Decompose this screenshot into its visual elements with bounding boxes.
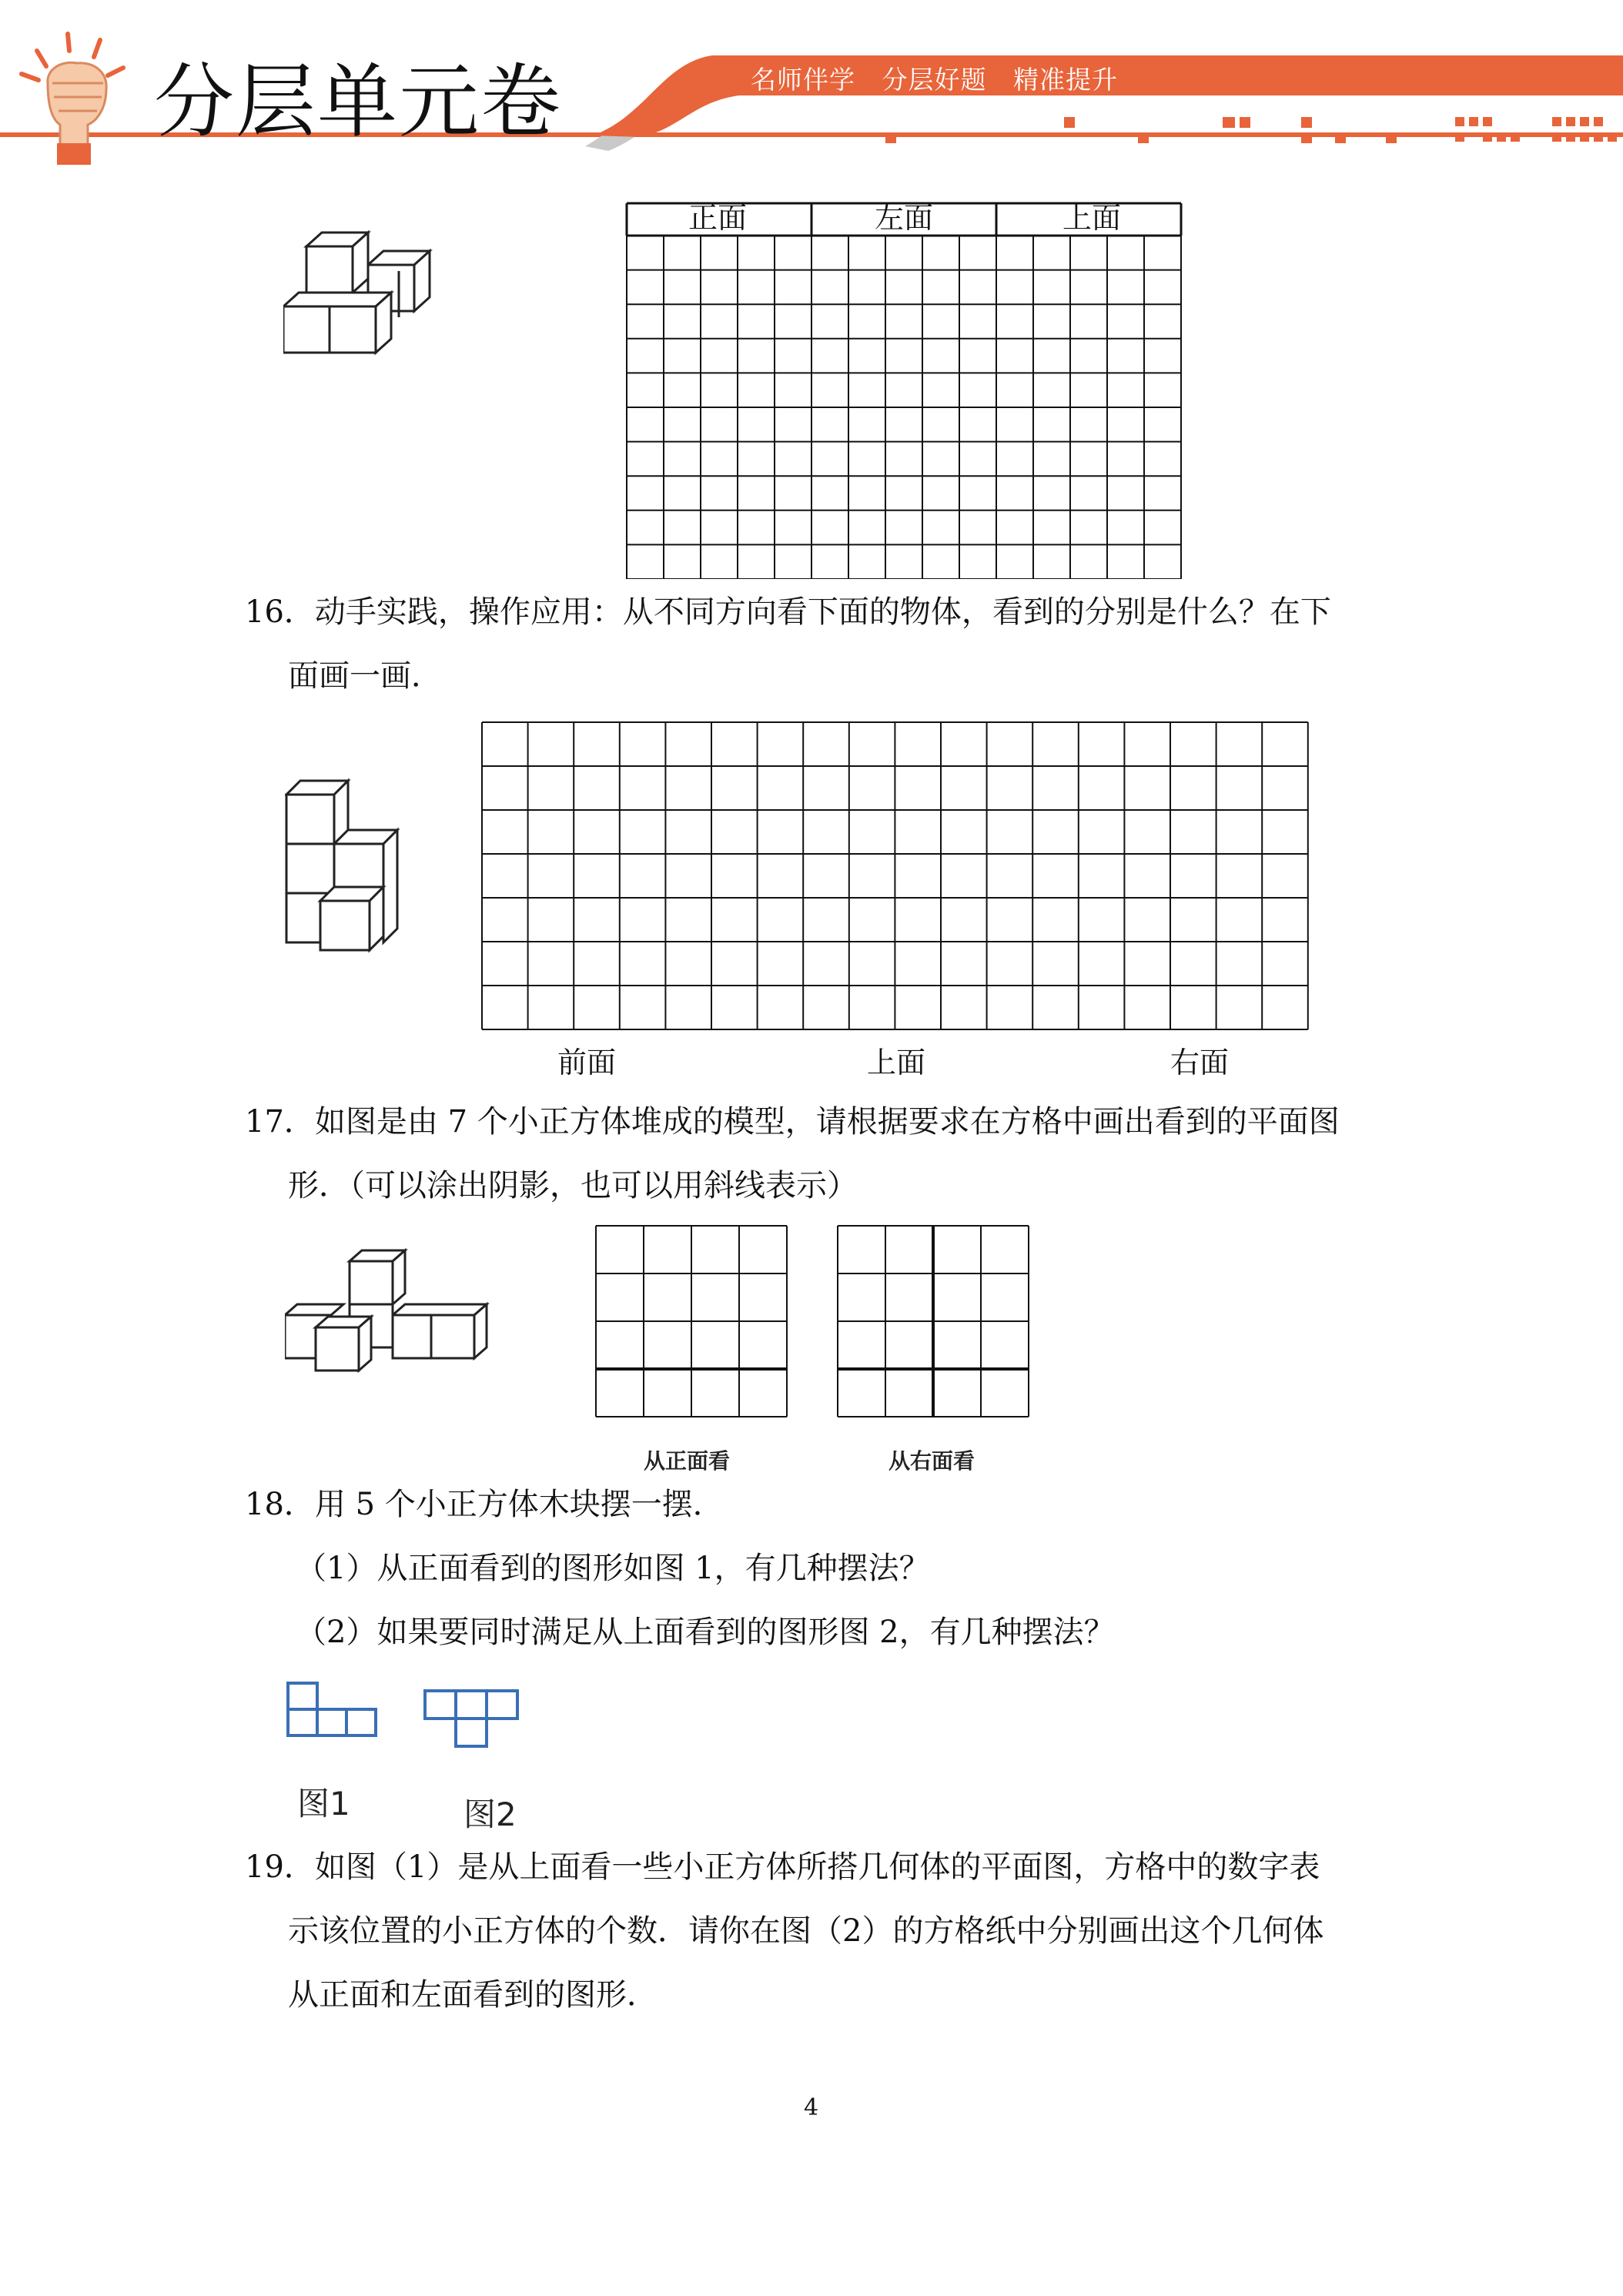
q19-text-line1: 19．如图（1）是从上面看一些小正方体所搭几何体的平面图，方格中的数字表 [245, 1849, 1320, 1885]
banner-slogan: 名师伴学 分层好题 精准提升 [751, 65, 1118, 95]
q17-text-line2: 形．（可以涂出阴影，也可以用斜线表示） [288, 1168, 858, 1203]
q15-label-front: 正面 [688, 201, 748, 235]
q17-front-view-grid [594, 1224, 791, 1421]
q16-label-right: 右面 [1170, 1046, 1230, 1079]
q18-figure2 [422, 1688, 522, 1757]
page-header [0, 0, 1623, 169]
page-number: 4 [804, 2094, 819, 2121]
q17-cube-figure [285, 1244, 493, 1383]
q16-text-line1: 16．动手实践，操作应用：从不同方向看下面的物体，看到的分别是什么？在下 [245, 594, 1331, 630]
q16-cube-figure [285, 778, 416, 970]
q18-fig1-caption: 图1 [297, 1785, 350, 1822]
fist-logo-icon [8, 29, 139, 168]
q18-fig2-caption: 图2 [463, 1796, 517, 1833]
q17-caption-right: 从右面看 [888, 1448, 975, 1474]
q15-drawing-grid [624, 202, 1187, 579]
q18-sub2: （2）如果要同时满足从上面看到的图形图 2，有几种摆法？ [296, 1615, 1115, 1650]
q17-right-view-grid [836, 1224, 1033, 1421]
q15-label-top: 上面 [1062, 201, 1122, 235]
q16-drawing-grid [480, 721, 1312, 1033]
q19-text-line2: 示该位置的小正方体的个数．请你在图（2）的方格纸中分别画出这个几何体 [288, 1913, 1324, 1949]
q16-label-top: 上面 [867, 1046, 926, 1079]
q17-caption-front: 从正面看 [644, 1448, 731, 1474]
brand-title: 分层单元卷 [154, 55, 563, 149]
q17-text-line1: 17．如图是由 7 个小正方体堆成的模型，请根据要求在方格中画出看到的平面图 [245, 1104, 1340, 1140]
q18-sub1: （1）从正面看到的图形如图 1，有几种摆法？ [296, 1551, 930, 1586]
q19-text-line3: 从正面和左面看到的图形． [288, 1977, 658, 2013]
q15-label-left: 左面 [875, 201, 934, 235]
q18-text-line1: 18．用 5 个小正方体木块摆一摆． [245, 1487, 724, 1522]
q15-cube-figure [283, 228, 437, 366]
q18-figure1 [285, 1680, 385, 1742]
q16-label-front: 前面 [557, 1046, 617, 1079]
q16-text-line2: 面画一画． [288, 658, 442, 694]
